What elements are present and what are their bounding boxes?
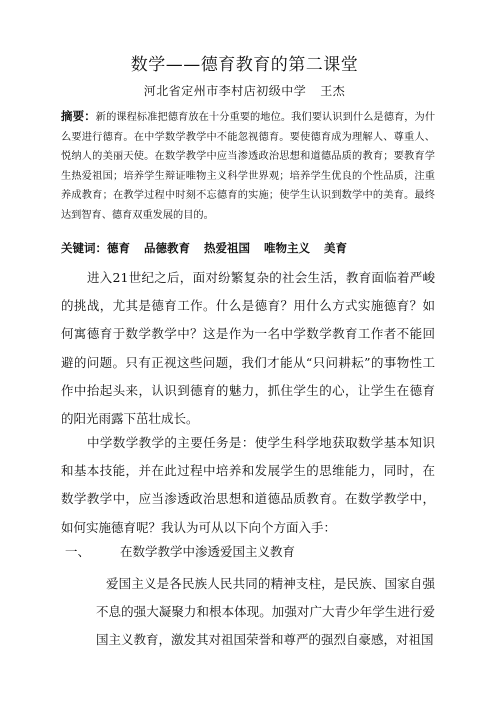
- page-title: 数学——德育教育的第二课堂: [130, 55, 359, 75]
- section-title: 在数学教学中渗透爱国主义教育: [120, 544, 296, 559]
- abstract-label: 摘要：: [61, 109, 96, 123]
- author-affiliation: 河北省定州市李村店初级中学: [143, 84, 307, 98]
- body-paragraph: 进入21世纪之后，面对纷繁复杂的社会生活，教育面临着严峻的挑战，尤其是德育工作。什么是德育？用什么方式实施德育？如何寓德育于数学教学中？这是作为一名中学数学教育工作者不能回避的问题。只有正视这些问题，我们才能从“只问耕耘”的事物性工作中抬起头来，认识到德育的魅力，抓住学生的心，让学生在德育的阳光雨露下茁壮成长。: [61, 270, 435, 427]
- keyword: 唯物主义: [264, 241, 310, 255]
- abstract-text: 新的课程标准把德育放在十分重要的地位。我们要认识到什么是德育，为什么要进行德育。在中学数学教学中不能忽视德育。要使德育成为理解人、尊重人、悦纳人的美丽天使。在数学教学中应当渗透政治思想和道德品质的教育；要教育学生热爱祖国；培养学生辩证唯物主义科学世界观；培养学生优良的个性品质，注重养成教育；在教学过程中时刻不忘德育的实施；使学生认识到数学中的美育。最终达到智育、德育双重发展的目的。: [61, 112, 436, 221]
- section-heading: [61, 542, 435, 560]
- section-paragraph: 爱国主义是各民族人民共同的精神支柱，是民族、国家自强不息的强大凝聚力和根本体现。加强对广大青少年学生进行爱国主义教育，激发其对祖国荣誉和尊严的强烈自豪感，对祖国: [96, 576, 435, 648]
- keyword: 美育: [324, 241, 347, 255]
- body-paragraph: 中学数学教学的主要任务是：使学生科学地获取数学基本知识和基本技能，并在此过程中培养和发展学生的思维能力，同时，在数学教学中，应当渗透政治思想和道德品质教育。在数学教学中，如何实施德育呢？我认为可从以下向个方面入手：: [61, 435, 435, 535]
- author-name: 王杰: [320, 84, 346, 98]
- section-number: 一、: [65, 544, 91, 559]
- keywords-label: 关键词：: [61, 241, 107, 255]
- abstract: [61, 107, 435, 226]
- author-line: [0, 82, 489, 99]
- keyword: 德育: [107, 241, 130, 255]
- keyword: 品德教育: [144, 241, 190, 255]
- keyword: 热爱祖国: [204, 241, 250, 255]
- keywords: [61, 240, 435, 256]
